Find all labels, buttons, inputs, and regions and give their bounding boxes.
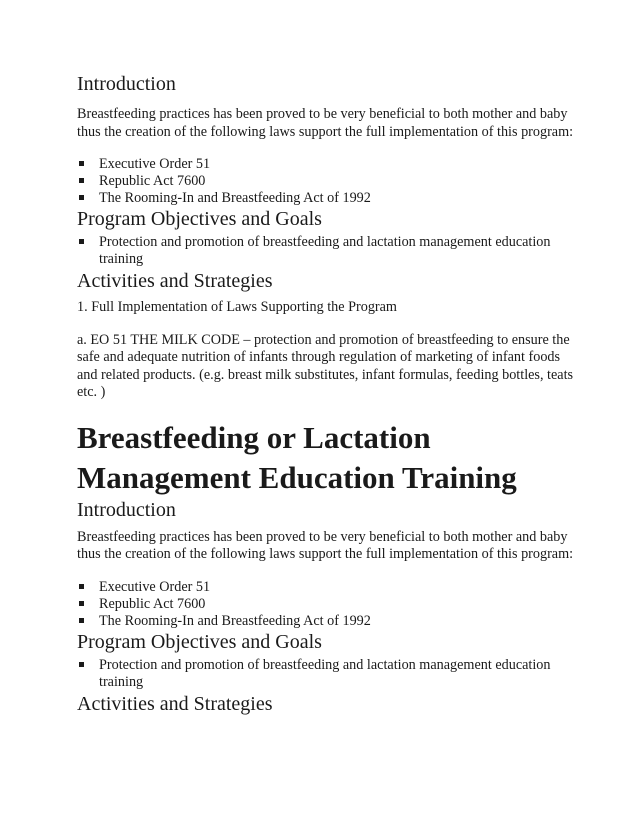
intro-heading: Introduction [77, 498, 176, 521]
document-page [77, 72, 577, 716]
square-bullet-icon [79, 584, 84, 589]
list-item: Protection and promotion of breastfeeding and lactation management education training [77, 234, 577, 268]
objectives-heading: Program Objectives and Goals [77, 208, 322, 230]
intro-heading: Introduction [77, 73, 176, 95]
main-title-line-2: Management Education Training [77, 459, 517, 495]
square-bullet-icon [79, 161, 84, 166]
list-item: Protection and promotion of breastfeeding and lactation management education training [77, 657, 577, 691]
square-bullet-icon [79, 662, 84, 667]
objectives-list [77, 234, 577, 268]
list-item: The Rooming-In and Breastfeeding Act of 1992 [77, 190, 577, 207]
square-bullet-icon [79, 239, 84, 244]
intro-text: Breastfeeding practices has been proved to be very beneficial to both mother and baby thus the creation of the following laws support the full implementation of this program: [77, 106, 574, 140]
square-bullet-icon [79, 618, 84, 623]
list-item: Republic Act 7600 [77, 173, 577, 190]
activity-detail: a. EO 51 THE MILK CODE – protection and promotion of breastfeeding to ensure the safe and adequate nutrition of infants through regulation of marketing of infant foods and related products. (e.g. breast milk substitutes, infant formulas, feeding bottles, teats etc. ) [77, 331, 574, 400]
activities-heading: Activities and Strategies [77, 692, 273, 715]
laws-list [77, 579, 577, 630]
square-bullet-icon [79, 195, 84, 200]
list-item: Executive Order 51 [77, 579, 577, 596]
square-bullet-icon [79, 178, 84, 183]
intro-text: Breastfeeding practices has been proved to be very beneficial to both mother and baby thus the creation of the following laws support the full implementation of this program: [77, 528, 574, 562]
laws-list [77, 156, 577, 207]
activities-heading: Activities and Strategies [77, 270, 273, 292]
list-item: Republic Act 7600 [77, 596, 577, 613]
square-bullet-icon [79, 601, 84, 606]
activity-item: 1. Full Implementation of Laws Supporting the Program [77, 299, 397, 315]
objectives-list [77, 657, 577, 691]
list-item: Executive Order 51 [77, 156, 577, 173]
main-title-line-1: Breastfeeding or Lactation [77, 419, 431, 455]
list-item: The Rooming-In and Breastfeeding Act of 1992 [77, 613, 577, 630]
objectives-heading: Program Objectives and Goals [77, 630, 322, 653]
